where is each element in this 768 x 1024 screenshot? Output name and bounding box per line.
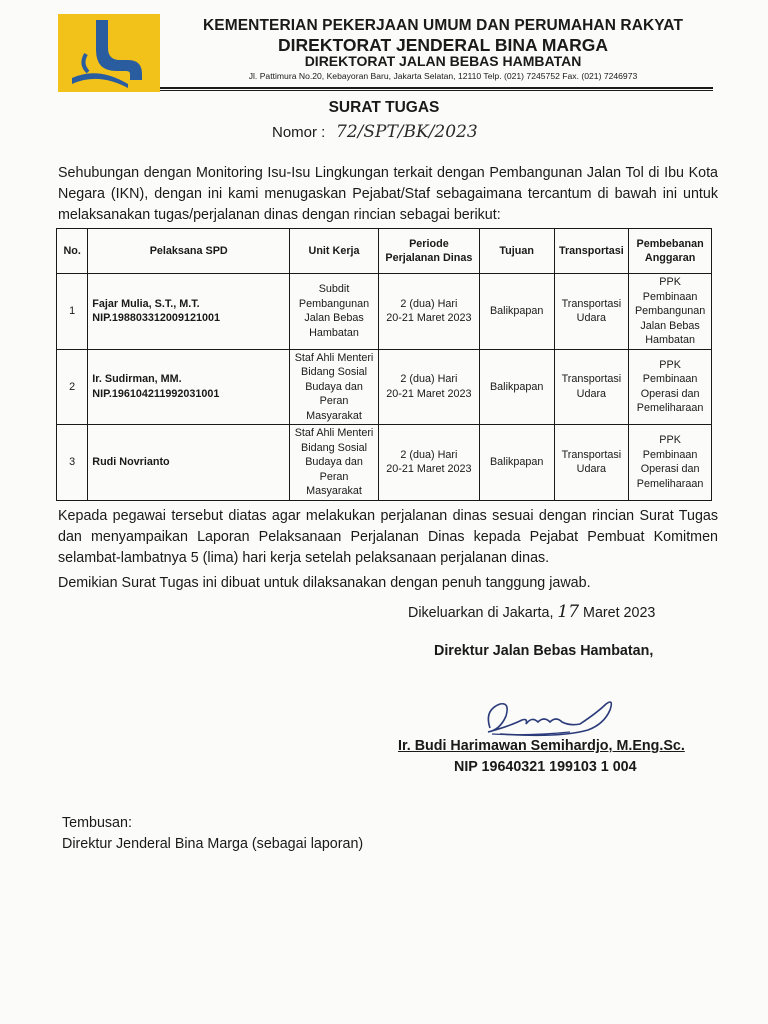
period-days: 2 (dua) Hari	[400, 373, 458, 386]
row-period	[378, 425, 479, 501]
assignment-table	[56, 228, 712, 501]
signatory-nip: NIP 19640321 199103 1 004	[454, 759, 637, 775]
row-destination: Balikpapan	[479, 349, 554, 425]
period-dates: 20-21 Maret 2023	[386, 312, 472, 325]
row-budget: PPK Pembinaan Operasi dan Pemeliharaan	[629, 425, 712, 501]
executor-name: Ir. Sudirman, MM.	[92, 373, 182, 386]
row-destination: Balikpapan	[479, 425, 554, 501]
period-dates: 20-21 Maret 2023	[386, 387, 472, 400]
period-dates: 20-21 Maret 2023	[386, 463, 472, 476]
col-header-no: No.	[57, 229, 88, 274]
ministry-name: KEMENTERIAN PEKERJAAN UMUM DAN PERUMAHAN RAKYAT	[202, 17, 684, 34]
row-destination: Balikpapan	[479, 274, 554, 350]
cc-label: Tembusan:	[62, 815, 132, 831]
intro-paragraph: Sehubungan dengan Monitoring Isu-Isu Lingkungan terkait dengan Pembangunan Jalan Tol di Ibu Kota Negara (IKN), dengan ini kami menugaskan Pejabat/Staf sebagaimana tercantum di bawah ini untuk melaksanakan tugas/perjalanan dinas dengan rincian sebagai berikut:	[58, 165, 718, 223]
col-header-executor: Pelaksana SPD	[88, 229, 290, 274]
header-rule-thin	[160, 90, 713, 91]
document-title: SURAT TUGAS	[328, 99, 440, 116]
address-line: Jl. Pattimura No.20, Kebayoran Baru, Jakarta Selatan, 12110 Telp. (021) 7245752 Fax. (021) 7246973	[248, 71, 638, 81]
signatory-name: Ir. Budi Harimawan Semihardjo, M.Eng.Sc.	[398, 738, 685, 754]
row-transport: Transportasi Udara	[554, 349, 629, 425]
number-label: Nomor :	[272, 124, 326, 141]
row-unit: Staf Ahli Menteri Bidang Sosial Budaya dan Peran Masyarakat	[290, 349, 379, 425]
signatory-position: Direktur Jalan Bebas Hambatan,	[434, 643, 654, 659]
number-value: 72/SPT/BK/2023	[336, 122, 478, 142]
header-rule	[160, 87, 713, 89]
row-period	[378, 349, 479, 425]
executor-nip: NIP.196104211992031001	[92, 387, 220, 400]
table-row	[57, 425, 712, 501]
issued-day: 17	[557, 602, 580, 622]
closing-paragraph: Demikian Surat Tugas ini dibuat untuk dilaksanakan dengan penuh tanggung jawab.	[58, 575, 591, 591]
table-row	[57, 349, 712, 425]
row-budget: PPK Pembinaan Operasi dan Pemeliharaan	[629, 349, 712, 425]
directorate-general-name: DIREKTORAT JENDERAL BINA MARGA	[278, 35, 608, 55]
issued-place-date	[408, 602, 655, 622]
col-header-destination: Tujuan	[479, 229, 554, 274]
row-no: 1	[57, 274, 88, 350]
period-days: 2 (dua) Hari	[400, 297, 458, 310]
executor-name: Rudi Novrianto	[92, 456, 170, 468]
row-unit: Subdit Pembangunan Jalan Bebas Hambatan	[290, 274, 379, 350]
row-executor	[88, 425, 290, 501]
table-header-row	[57, 229, 712, 274]
issued-prefix: Dikeluarkan di Jakarta,	[408, 605, 554, 621]
directorate-name: DIREKTORAT JALAN BEBAS HAMBATAN	[304, 53, 582, 69]
table-row	[57, 274, 712, 350]
pupr-logo-icon	[58, 14, 160, 92]
executor-name: Fajar Mulia, S.T., M.T.	[92, 297, 200, 310]
row-transport: Transportasi Udara	[554, 274, 629, 350]
executor-nip: NIP.198803312009121001	[92, 312, 220, 325]
row-no: 2	[57, 349, 88, 425]
col-header-period: Periode Perjalanan Dinas	[378, 229, 479, 274]
row-transport: Transportasi Udara	[554, 425, 629, 501]
cc-item: Direktur Jenderal Bina Marga (sebagai laporan)	[62, 836, 364, 852]
ministry-logo	[58, 14, 160, 92]
row-no: 3	[57, 425, 88, 501]
row-unit: Staf Ahli Menteri Bidang Sosial Budaya dan Peran Masyarakat	[290, 425, 379, 501]
signature-icon	[470, 690, 620, 742]
instruction-paragraph: Kepada pegawai tersebut diatas agar melakukan perjalanan dinas sesuai dengan rincian Surat Tugas dan menyampaikan Laporan Pelaksanaan Perjalanan Dinas kepada Pejabat Pembuat Komitmen selambat-lambatnya 5 (lima) hari kerja setelah pelaksanaan perjalanan dinas.	[58, 508, 718, 566]
row-budget: PPK Pembinaan Pembangunan Jalan Bebas Hambatan	[629, 274, 712, 350]
issued-month-year: Maret 2023	[583, 605, 656, 621]
col-header-budget: Pembebanan Anggaran	[629, 229, 712, 274]
col-header-transport: Transportasi	[554, 229, 629, 274]
period-days: 2 (dua) Hari	[400, 448, 458, 461]
row-executor	[88, 349, 290, 425]
row-executor	[88, 274, 290, 350]
col-header-unit: Unit Kerja	[290, 229, 379, 274]
row-period	[378, 274, 479, 350]
